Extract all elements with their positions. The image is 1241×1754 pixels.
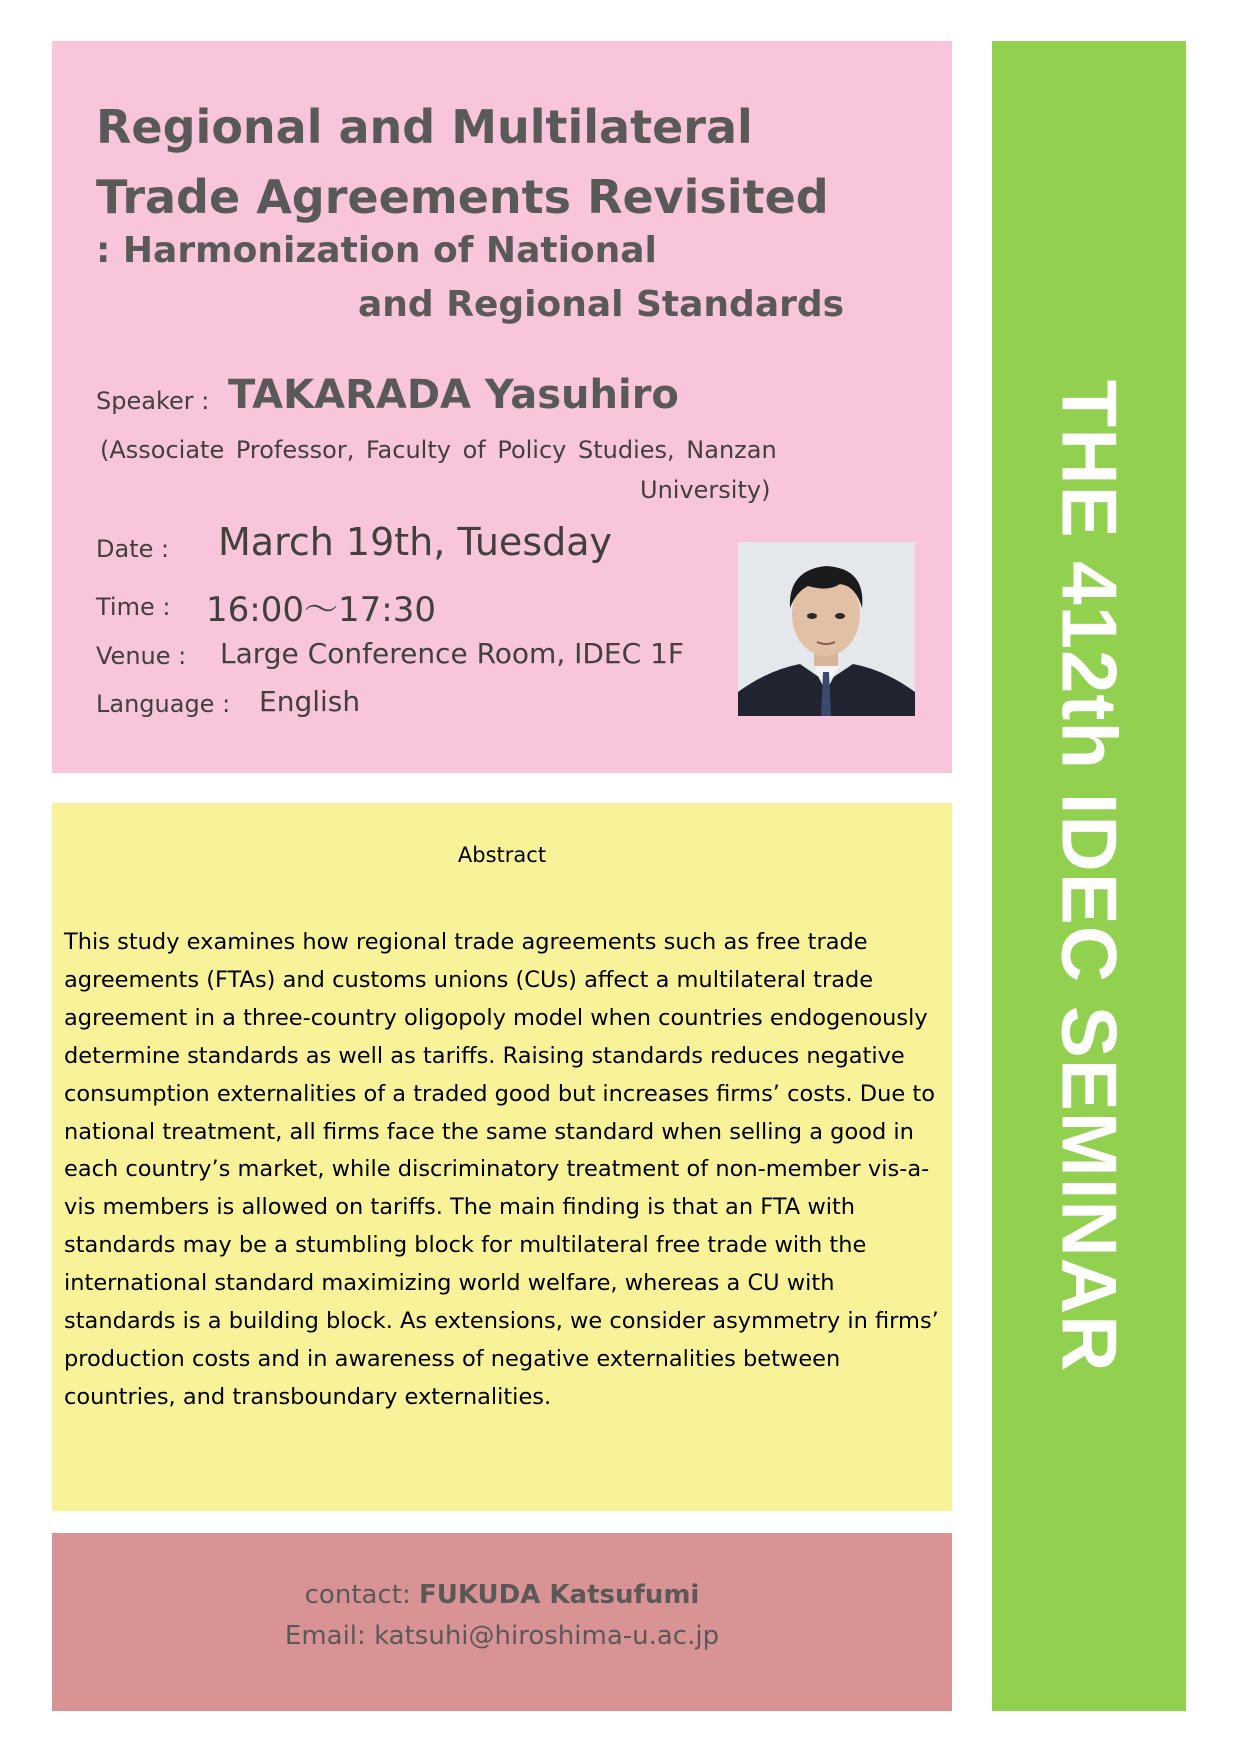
speaker-photo [738,542,915,716]
speaker-portrait-image [738,542,915,716]
subtitle-line-1: : Harmonization of National [96,230,657,271]
title-line-2: Trade Agreements Revisited [96,170,829,224]
subtitle-line-2: and Regional Standards [358,284,845,325]
speaker-label: Speaker : [96,387,210,415]
contact-label: contact: [304,1580,411,1610]
venue-value: Large Conference Room, IDEC 1F [220,637,684,670]
seminar-number-banner-text: THE 412th IDEC SEMINAR [1045,379,1134,1373]
date-label: Date : [96,535,170,563]
title-line-1: Regional and Multilateral [96,100,753,154]
contact-name: FUKUDA Katsufumi [418,1580,700,1610]
email-label: Email: [284,1621,366,1651]
time-label: Time : [96,593,171,621]
date-value: March 19th, Tuesday [218,520,613,564]
speaker-affiliation-line-1: (Associate Professor, Faculty of Policy Studies, Nanzan [100,436,777,464]
speaker-affiliation-line-2: University) [640,476,771,504]
time-value: 16:00～17:30 [206,590,436,630]
abstract-heading: Abstract [457,843,547,867]
abstract-body: This study examines how regional trade agreements such as free trade agreements (FTAs) and customs unions (CUs) affect a multilateral trade agreement in a three-country oligopoly model when countries endogenously determine standards as well as tariffs. Raising standards reduces negative consumption externalities of a traded good but increases firms’ costs. Due to national treatment, all firms face the same standard when selling a good in each country’s market, while discriminatory treatment of non-member vis-a-vis members is allowed on tariffs. The main finding is that an FTA with standards may be a stumbling block for multilateral free trade with the international standard maximizing world welfare, whereas a CU with standards is a building block. As extensions, we consider asymmetry in firms’ production costs and in awareness of negative externalities between countries, and transboundary externalities. [64,929,939,1410]
speaker-name: TAKARADA Yasuhiro [228,372,679,418]
contact-line [52,1580,952,1610]
language-value: English [259,685,361,718]
email-address: katsuhi@hiroshima-u.ac.jp [374,1621,720,1651]
seminar-title [96,92,829,232]
email-line [52,1621,952,1651]
venue-label: Venue : [96,642,187,670]
language-label: Language : [96,690,231,718]
